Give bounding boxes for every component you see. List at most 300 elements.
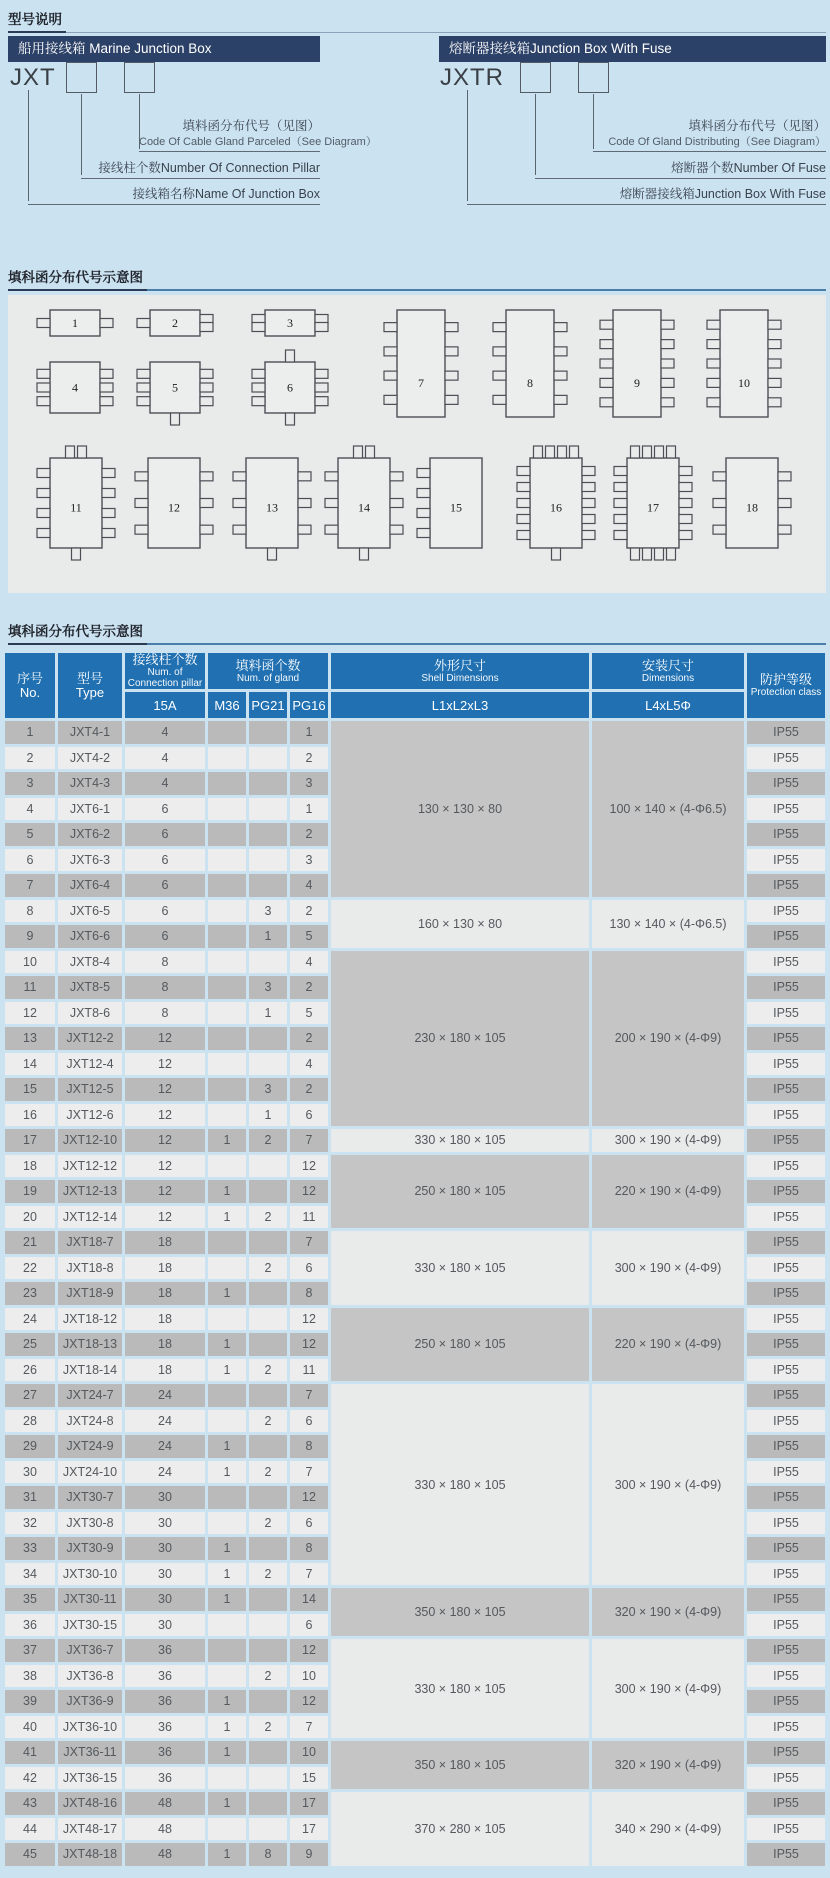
col-header-mount-zh: 安装尺寸 — [641, 657, 694, 673]
cell-type: JXT36-9 — [58, 1690, 122, 1713]
cell-m36 — [208, 874, 246, 897]
cell-15a: 36 — [125, 1639, 205, 1662]
cell-pg21: 2 — [249, 1563, 287, 1586]
cell-shell-dimensions: 160 × 130 × 80 — [331, 900, 589, 948]
table-row — [5, 900, 825, 923]
cell-type: JXT6-2 — [58, 823, 122, 846]
subcol-pg16: PG16 — [290, 692, 328, 718]
cell-protection-class: IP55 — [747, 1053, 825, 1076]
gland-box-number: 9 — [634, 375, 640, 390]
col-header-gland — [208, 653, 328, 689]
cell-m36: 1 — [208, 1129, 246, 1152]
cell-shell-dimensions: 230 × 180 × 105 — [331, 951, 589, 1127]
cell-15a: 18 — [125, 1231, 205, 1254]
cell-pg16: 12 — [290, 1333, 328, 1356]
cell-15a: 24 — [125, 1410, 205, 1433]
table-row — [5, 1231, 825, 1254]
cell-m36 — [208, 1155, 246, 1178]
cell-15a: 24 — [125, 1435, 205, 1458]
label-junction-box-name: 接线箱名称Name Of Junction Box — [28, 184, 320, 205]
cell-protection-class: IP55 — [747, 1027, 825, 1050]
banner-marine-junction-box: 船用接线箱 Marine Junction Box — [8, 36, 320, 62]
cell-no: 10 — [5, 951, 55, 974]
cell-pg21: 8 — [249, 1843, 287, 1866]
table-row — [5, 1792, 825, 1815]
table-row — [5, 1741, 825, 1764]
cell-pg21: 2 — [249, 1410, 287, 1433]
cell-no: 3 — [5, 772, 55, 795]
cell-m36 — [208, 721, 246, 744]
cell-pg21 — [249, 1639, 287, 1662]
cell-15a: 6 — [125, 798, 205, 821]
cell-m36: 1 — [208, 1537, 246, 1560]
cell-pg16: 8 — [290, 1282, 328, 1305]
cell-pg16: 4 — [290, 951, 328, 974]
cell-mount-dimensions: 320 × 190 × (4-Φ9) — [592, 1741, 744, 1789]
cell-m36 — [208, 772, 246, 795]
cell-type: JXT18-7 — [58, 1231, 122, 1254]
gland-box-3 — [252, 310, 328, 336]
cell-15a: 12 — [125, 1206, 205, 1229]
cell-mount-dimensions: 220 × 190 × (4-Φ9) — [592, 1308, 744, 1382]
gland-box-number: 10 — [738, 375, 750, 390]
cell-type: JXT30-9 — [58, 1537, 122, 1560]
cell-m36: 1 — [208, 1359, 246, 1382]
cell-mount-dimensions: 300 × 190 × (4-Φ9) — [592, 1384, 744, 1585]
gland-box-number: 11 — [70, 500, 82, 515]
cell-type: JXT36-7 — [58, 1639, 122, 1662]
cell-pg16: 4 — [290, 874, 328, 897]
cell-no: 5 — [5, 823, 55, 846]
cell-pg21: 2 — [249, 1257, 287, 1280]
cell-15a: 4 — [125, 772, 205, 795]
cell-m36 — [208, 1027, 246, 1050]
model-code-box-2 — [124, 62, 155, 93]
cell-m36: 1 — [208, 1435, 246, 1458]
cell-pg21 — [249, 1537, 287, 1560]
cell-15a: 48 — [125, 1843, 205, 1866]
cell-m36 — [208, 1486, 246, 1509]
cell-15a: 36 — [125, 1741, 205, 1764]
cell-type: JXT12-4 — [58, 1053, 122, 1076]
cell-pg16: 6 — [290, 1512, 328, 1535]
col-header-shell — [331, 653, 589, 689]
cell-pg21 — [249, 1741, 287, 1764]
gland-box-16 — [517, 446, 595, 560]
cell-type: JXT30-8 — [58, 1512, 122, 1535]
cell-m36 — [208, 1818, 246, 1841]
gland-box-2 — [137, 310, 213, 336]
gland-box-number: 3 — [287, 316, 293, 330]
cell-m36: 1 — [208, 1588, 246, 1611]
cell-15a: 48 — [125, 1818, 205, 1841]
cell-protection-class: IP55 — [747, 1614, 825, 1637]
cell-protection-class: IP55 — [747, 849, 825, 872]
cell-15a: 24 — [125, 1461, 205, 1484]
cell-pg16: 6 — [290, 1257, 328, 1280]
cell-pg16: 11 — [290, 1359, 328, 1382]
cell-pg21 — [249, 1690, 287, 1713]
table-row — [5, 1639, 825, 1662]
cell-mount-dimensions: 320 × 190 × (4-Φ9) — [592, 1588, 744, 1636]
cell-type: JXT30-15 — [58, 1614, 122, 1637]
cell-type: JXT4-3 — [58, 772, 122, 795]
cell-protection-class: IP55 — [747, 1282, 825, 1305]
cell-pg16: 2 — [290, 1027, 328, 1050]
cell-no: 28 — [5, 1410, 55, 1433]
cell-protection-class: IP55 — [747, 1818, 825, 1841]
cell-15a: 18 — [125, 1359, 205, 1382]
cell-type: JXT6-4 — [58, 874, 122, 897]
cell-pg16: 7 — [290, 1716, 328, 1739]
cell-m36 — [208, 823, 246, 846]
cell-protection-class: IP55 — [747, 1461, 825, 1484]
cell-type: JXT4-2 — [58, 747, 122, 770]
cell-pg16: 7 — [290, 1129, 328, 1152]
cell-shell-dimensions: 250 × 180 × 105 — [331, 1308, 589, 1382]
col-header-shell-en: Shell Dimensions — [421, 672, 499, 684]
spec-table-wrap — [2, 650, 828, 1869]
cell-pg16: 2 — [290, 823, 328, 846]
col-header-no-en: No. — [19, 684, 41, 700]
cell-15a: 18 — [125, 1282, 205, 1305]
cell-pg16: 7 — [290, 1384, 328, 1407]
cell-15a: 30 — [125, 1614, 205, 1637]
cell-protection-class: IP55 — [747, 1639, 825, 1662]
gland-box-18 — [713, 458, 791, 548]
cell-type: JXT6-5 — [58, 900, 122, 923]
cell-15a: 12 — [125, 1129, 205, 1152]
cell-m36: 1 — [208, 1333, 246, 1356]
title-rule — [66, 32, 826, 33]
gland-box-15 — [417, 458, 482, 548]
gland-box-number: 12 — [168, 500, 180, 515]
cell-pg21 — [249, 721, 287, 744]
title-rule — [147, 289, 826, 291]
cell-pg21 — [249, 1333, 287, 1356]
cell-pg16: 6 — [290, 1104, 328, 1127]
cell-pg16: 2 — [290, 900, 328, 923]
col-header-type-zh: 型号 — [76, 670, 103, 686]
cell-pg21: 1 — [249, 1104, 287, 1127]
cell-type: JXT12-12 — [58, 1155, 122, 1178]
cell-15a: 30 — [125, 1486, 205, 1509]
section-title-model: 型号说明 — [8, 8, 66, 33]
cell-pg16: 12 — [290, 1155, 328, 1178]
cell-type: JXT12-13 — [58, 1180, 122, 1203]
subcol-mount-dims: L4xL5Φ — [592, 692, 744, 718]
cell-protection-class: IP55 — [747, 1410, 825, 1433]
cell-protection-class: IP55 — [747, 1257, 825, 1280]
cell-pg21 — [249, 1027, 287, 1050]
cell-m36 — [208, 1384, 246, 1407]
col-header-gland-en: Num. of gland — [236, 672, 300, 684]
cell-m36: 1 — [208, 1206, 246, 1229]
cell-type: JXT30-10 — [58, 1563, 122, 1586]
cell-no: 20 — [5, 1206, 55, 1229]
cell-no: 9 — [5, 925, 55, 948]
cell-pg21 — [249, 772, 287, 795]
cell-type: JXT8-6 — [58, 1002, 122, 1025]
cell-mount-dimensions: 220 × 190 × (4-Φ9) — [592, 1155, 744, 1229]
cell-protection-class: IP55 — [747, 900, 825, 923]
col-header-gland-zh: 填料函个数 — [235, 657, 301, 673]
subcol-pg21: PG21 — [249, 692, 287, 718]
cell-type: JXT30-7 — [58, 1486, 122, 1509]
cell-type: JXT18-9 — [58, 1282, 122, 1305]
cell-pg21: 2 — [249, 1512, 287, 1535]
cell-no: 8 — [5, 900, 55, 923]
gland-box-13 — [233, 458, 311, 560]
cell-no: 30 — [5, 1461, 55, 1484]
cell-pg16: 1 — [290, 721, 328, 744]
subcol-m36: M36 — [208, 692, 246, 718]
gland-box-number: 18 — [746, 500, 758, 515]
cell-protection-class: IP55 — [747, 747, 825, 770]
cell-no: 40 — [5, 1716, 55, 1739]
col-header-type — [58, 653, 122, 718]
cell-type: JXT12-2 — [58, 1027, 122, 1050]
gland-box-4 — [37, 362, 113, 413]
cell-no: 32 — [5, 1512, 55, 1535]
gland-box-5 — [137, 362, 213, 425]
cell-protection-class: IP55 — [747, 1078, 825, 1101]
cell-m36 — [208, 1002, 246, 1025]
cell-pg21: 1 — [249, 1002, 287, 1025]
cell-15a: 24 — [125, 1384, 205, 1407]
label-fuse-box-name: 熔断器接线箱Junction Box With Fuse — [467, 184, 826, 205]
cell-15a: 8 — [125, 951, 205, 974]
gland-box-number: 8 — [527, 375, 533, 390]
cell-pg21: 2 — [249, 1716, 287, 1739]
cell-15a: 6 — [125, 925, 205, 948]
cell-pg21: 3 — [249, 1078, 287, 1101]
cell-shell-dimensions: 250 × 180 × 105 — [331, 1155, 589, 1229]
col-header-pillar-zh: 接线柱个数 — [132, 652, 198, 667]
cell-no: 2 — [5, 747, 55, 770]
gland-box-number: 14 — [358, 500, 370, 515]
gland-diagram-title-row — [8, 266, 826, 291]
cell-pg16: 2 — [290, 747, 328, 770]
cell-no: 38 — [5, 1665, 55, 1688]
cell-m36 — [208, 1767, 246, 1790]
cell-protection-class: IP55 — [747, 1537, 825, 1560]
cell-protection-class: IP55 — [747, 823, 825, 846]
cell-no: 23 — [5, 1282, 55, 1305]
cell-pg21: 2 — [249, 1129, 287, 1152]
cell-pg16: 2 — [290, 1078, 328, 1101]
cell-type: JXT30-11 — [58, 1588, 122, 1611]
cell-pg21: 2 — [249, 1359, 287, 1382]
cell-type: JXT48-16 — [58, 1792, 122, 1815]
gland-box-number: 2 — [172, 316, 178, 330]
cell-pg21 — [249, 1308, 287, 1331]
model-prefix-jxt: JXT — [10, 64, 56, 91]
cell-no: 33 — [5, 1537, 55, 1560]
model-diagram-jxtr — [420, 36, 826, 214]
cell-mount-dimensions: 100 × 140 × (4-Φ6.5) — [592, 721, 744, 897]
cell-type: JXT12-10 — [58, 1129, 122, 1152]
col-header-mount — [592, 653, 744, 689]
cell-protection-class: IP55 — [747, 1563, 825, 1586]
cell-pg16: 1 — [290, 798, 328, 821]
cell-no: 19 — [5, 1180, 55, 1203]
model-diagram-jxt — [8, 36, 377, 214]
cell-no: 13 — [5, 1027, 55, 1050]
cell-no: 24 — [5, 1308, 55, 1331]
cell-no: 15 — [5, 1078, 55, 1101]
cell-pg21 — [249, 1231, 287, 1254]
cell-pg16: 2 — [290, 976, 328, 999]
cell-15a: 6 — [125, 874, 205, 897]
cell-m36 — [208, 1104, 246, 1127]
cell-pg16: 6 — [290, 1614, 328, 1637]
cell-protection-class: IP55 — [747, 1690, 825, 1713]
label-gland-code-en: Code Of Gland Distributing（See Diagram） — [593, 133, 826, 152]
cell-pg21 — [249, 1792, 287, 1815]
gland-box-number: 13 — [266, 500, 278, 515]
cell-no: 1 — [5, 721, 55, 744]
gland-box-number: 4 — [72, 380, 78, 395]
gland-diagram-svg — [8, 295, 826, 593]
cell-protection-class: IP55 — [747, 1435, 825, 1458]
cell-shell-dimensions: 370 × 280 × 105 — [331, 1792, 589, 1866]
cell-pg16: 5 — [290, 925, 328, 948]
model-prefix-jxtr: JXTR — [440, 64, 504, 91]
model-code-box-1 — [66, 62, 97, 93]
cell-protection-class: IP55 — [747, 772, 825, 795]
gland-box-number: 17 — [647, 500, 659, 515]
cell-protection-class: IP55 — [747, 951, 825, 974]
cell-m36 — [208, 798, 246, 821]
cell-type: JXT36-8 — [58, 1665, 122, 1688]
cell-protection-class: IP55 — [747, 1308, 825, 1331]
cell-mount-dimensions: 200 × 190 × (4-Φ9) — [592, 951, 744, 1127]
cell-no: 29 — [5, 1435, 55, 1458]
spec-table-head — [5, 653, 825, 718]
col-header-type-en: Type — [75, 684, 105, 700]
cell-m36 — [208, 925, 246, 948]
label-gland-code-en: Code Of Cable Gland Parceled（See Diagram） — [139, 133, 320, 152]
cell-no: 25 — [5, 1333, 55, 1356]
cell-15a: 12 — [125, 1155, 205, 1178]
cell-m36 — [208, 951, 246, 974]
cell-no: 27 — [5, 1384, 55, 1407]
cell-type: JXT18-13 — [58, 1333, 122, 1356]
cell-m36 — [208, 900, 246, 923]
cell-pg21 — [249, 1435, 287, 1458]
cell-protection-class: IP55 — [747, 1716, 825, 1739]
cell-pg21 — [249, 874, 287, 897]
cell-pg16: 12 — [290, 1486, 328, 1509]
col-header-protection — [747, 653, 825, 718]
cell-pg16: 4 — [290, 1053, 328, 1076]
label-number-of-fuse: 熔断器个数Number Of Fuse — [535, 158, 826, 179]
cell-protection-class: IP55 — [747, 1588, 825, 1611]
cell-pg16: 6 — [290, 1410, 328, 1433]
cell-type: JXT12-14 — [58, 1206, 122, 1229]
cell-type: JXT48-17 — [58, 1818, 122, 1841]
cell-pg21 — [249, 1818, 287, 1841]
cell-pg21: 2 — [249, 1665, 287, 1688]
cell-type: JXT8-4 — [58, 951, 122, 974]
cell-no: 36 — [5, 1614, 55, 1637]
table-row — [5, 1308, 825, 1331]
cell-type: JXT24-7 — [58, 1384, 122, 1407]
cell-m36 — [208, 1410, 246, 1433]
cell-no: 17 — [5, 1129, 55, 1152]
cell-pg21 — [249, 1053, 287, 1076]
cell-protection-class: IP55 — [747, 874, 825, 897]
col-header-pillar-en: Num. of Connection pillar — [127, 667, 203, 689]
cell-mount-dimensions: 300 × 190 × (4-Φ9) — [592, 1129, 744, 1152]
gland-box-number: 6 — [287, 380, 293, 395]
gland-box-11 — [37, 446, 115, 560]
cell-no: 31 — [5, 1486, 55, 1509]
gland-box-14 — [325, 446, 403, 560]
section-title-gland-diagram: 填科函分布代号示意图 — [8, 266, 147, 291]
cell-protection-class: IP55 — [747, 1002, 825, 1025]
table-row — [5, 1129, 825, 1152]
cell-pg16: 17 — [290, 1818, 328, 1841]
cell-m36 — [208, 1231, 246, 1254]
cell-protection-class: IP55 — [747, 1384, 825, 1407]
label-gland-code-zh: 填料函分布代号（见图） — [182, 119, 320, 133]
cell-pg21 — [249, 1384, 287, 1407]
gland-box-9 — [600, 310, 674, 417]
col-header-no-zh: 序号 — [16, 670, 43, 686]
cell-protection-class: IP55 — [747, 1665, 825, 1688]
cell-pg16: 3 — [290, 772, 328, 795]
cell-m36: 1 — [208, 1563, 246, 1586]
cell-m36: 1 — [208, 1282, 246, 1305]
cell-shell-dimensions: 350 × 180 × 105 — [331, 1588, 589, 1636]
cell-m36 — [208, 1257, 246, 1280]
cell-15a: 12 — [125, 1027, 205, 1050]
table-row — [5, 1588, 825, 1611]
banner-junction-box-with-fuse: 熔断器接线箱Junction Box With Fuse — [439, 36, 826, 62]
cell-protection-class: IP55 — [747, 1155, 825, 1178]
cell-type: JXT24-10 — [58, 1461, 122, 1484]
gland-box-17 — [614, 446, 692, 560]
cell-type: JXT24-9 — [58, 1435, 122, 1458]
gland-box-10 — [707, 310, 781, 417]
cell-15a: 6 — [125, 823, 205, 846]
cell-pg21 — [249, 1282, 287, 1305]
cell-type: JXT12-5 — [58, 1078, 122, 1101]
cell-no: 37 — [5, 1639, 55, 1662]
cell-pg16: 12 — [290, 1690, 328, 1713]
cell-pg21 — [249, 1588, 287, 1611]
gland-box-7 — [384, 310, 458, 417]
cell-15a: 12 — [125, 1053, 205, 1076]
gland-box-12 — [135, 458, 213, 548]
cell-m36 — [208, 1665, 246, 1688]
table-row — [5, 1155, 825, 1178]
cell-protection-class: IP55 — [747, 1180, 825, 1203]
cell-15a: 6 — [125, 849, 205, 872]
cell-mount-dimensions: 300 × 190 × (4-Φ9) — [592, 1231, 744, 1305]
cell-protection-class: IP55 — [747, 1512, 825, 1535]
cell-pg16: 3 — [290, 849, 328, 872]
cell-15a: 30 — [125, 1563, 205, 1586]
cell-pg16: 7 — [290, 1563, 328, 1586]
cell-type: JXT12-6 — [58, 1104, 122, 1127]
cell-protection-class: IP55 — [747, 1333, 825, 1356]
table-row — [5, 1384, 825, 1407]
cell-pg16: 7 — [290, 1231, 328, 1254]
spec-table-body — [5, 721, 825, 1866]
